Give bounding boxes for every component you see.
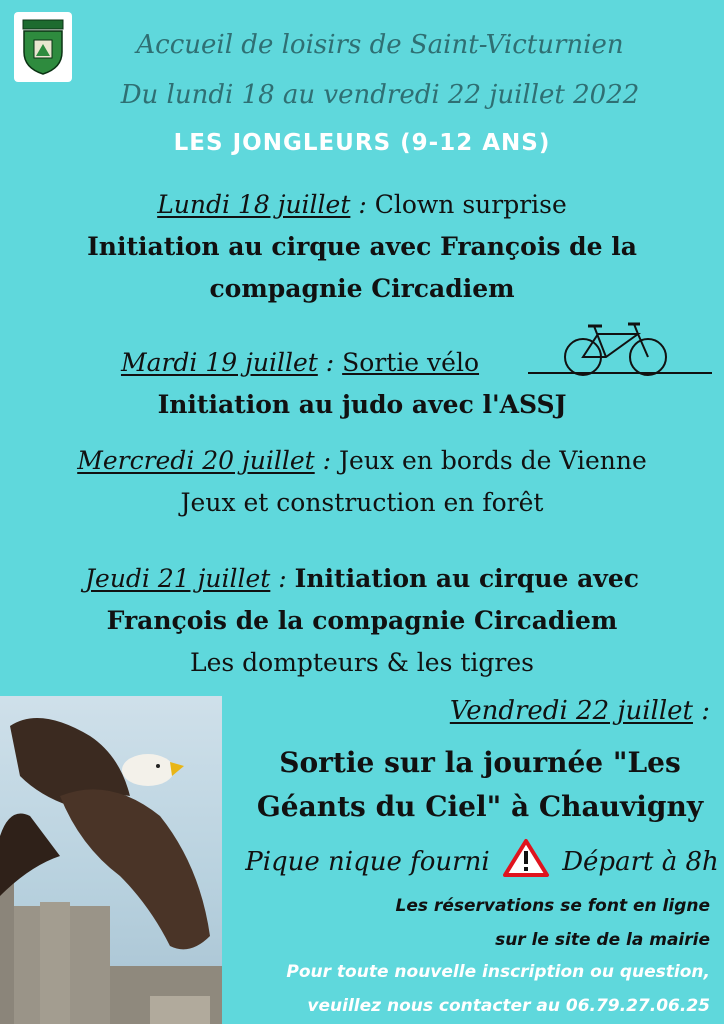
wednesday-activity: Jeux et construction en forêt (180, 488, 544, 517)
contact-line2: veuillez nous contacter au 06.79.27.06.25 (307, 996, 710, 1016)
contact-line1: Pour toute nouvelle inscription ou question, (286, 962, 710, 982)
tuesday-date: Mardi 19 juillet (120, 348, 318, 377)
monday-activity-line2: compagnie Circadiem (209, 274, 515, 303)
monday-sep: : (350, 190, 375, 219)
monday-topic: Clown surprise (374, 190, 567, 219)
thursday-activity-line1: Initiation au cirque avec (294, 564, 639, 593)
friday-date: Vendredi 22 juillet (449, 696, 693, 726)
date-range: Du lundi 18 au vendredi 22 juillet 2022 (120, 80, 640, 110)
thursday-heading (0, 564, 724, 593)
thursday-activity-line2: François de la compagnie Circadiem (106, 606, 618, 635)
wednesday-heading (0, 446, 724, 475)
town-logo (14, 12, 72, 82)
monday-activity-line1: Initiation au cirque avec François de la (87, 232, 637, 261)
departure-text: Départ à 8h (562, 847, 719, 877)
tuesday-heading (0, 348, 600, 377)
thursday-activity-line3: Les dompteurs & les tigres (190, 648, 534, 677)
bicycle-icon (528, 314, 712, 378)
tuesday-topic: Sortie vélo (342, 348, 480, 377)
picnic-text: Pique nique fourni (245, 847, 490, 877)
thursday-date: Jeudi 21 juillet (85, 564, 271, 593)
wednesday-sep: : (314, 446, 340, 475)
coat-of-arms-icon (20, 18, 66, 76)
eagle-illustration (0, 696, 222, 1024)
friday-sep: : (692, 696, 710, 726)
wednesday-topic: Jeux en bords de Vienne (339, 446, 647, 475)
monday-heading (0, 190, 724, 219)
friday-picnic-line (240, 838, 724, 878)
friday-heading (450, 696, 710, 726)
tuesday-activity: Initiation au judo avec l'ASSJ (157, 390, 567, 419)
wednesday-date: Mercredi 20 juillet (77, 446, 315, 475)
friday-activity-line2: Géants du Ciel" à Chauvigny (256, 790, 704, 823)
reservation-line1: Les réservations se font en ligne (395, 896, 710, 916)
monday-date: Lundi 18 juillet (157, 190, 351, 219)
center-name: Accueil de loisirs de Saint-Victurnien (136, 30, 624, 60)
group-title: LES JONGLEURS (9-12 ANS) (173, 130, 551, 156)
friday-activity-line1: Sortie sur la journée "Les (279, 746, 681, 779)
thursday-sep: : (270, 564, 295, 593)
reservation-line2: sur le site de la mairie (495, 930, 710, 950)
eagle-castle-photo (0, 696, 222, 1024)
tuesday-sep: : (317, 348, 343, 377)
warning-icon (502, 838, 550, 878)
